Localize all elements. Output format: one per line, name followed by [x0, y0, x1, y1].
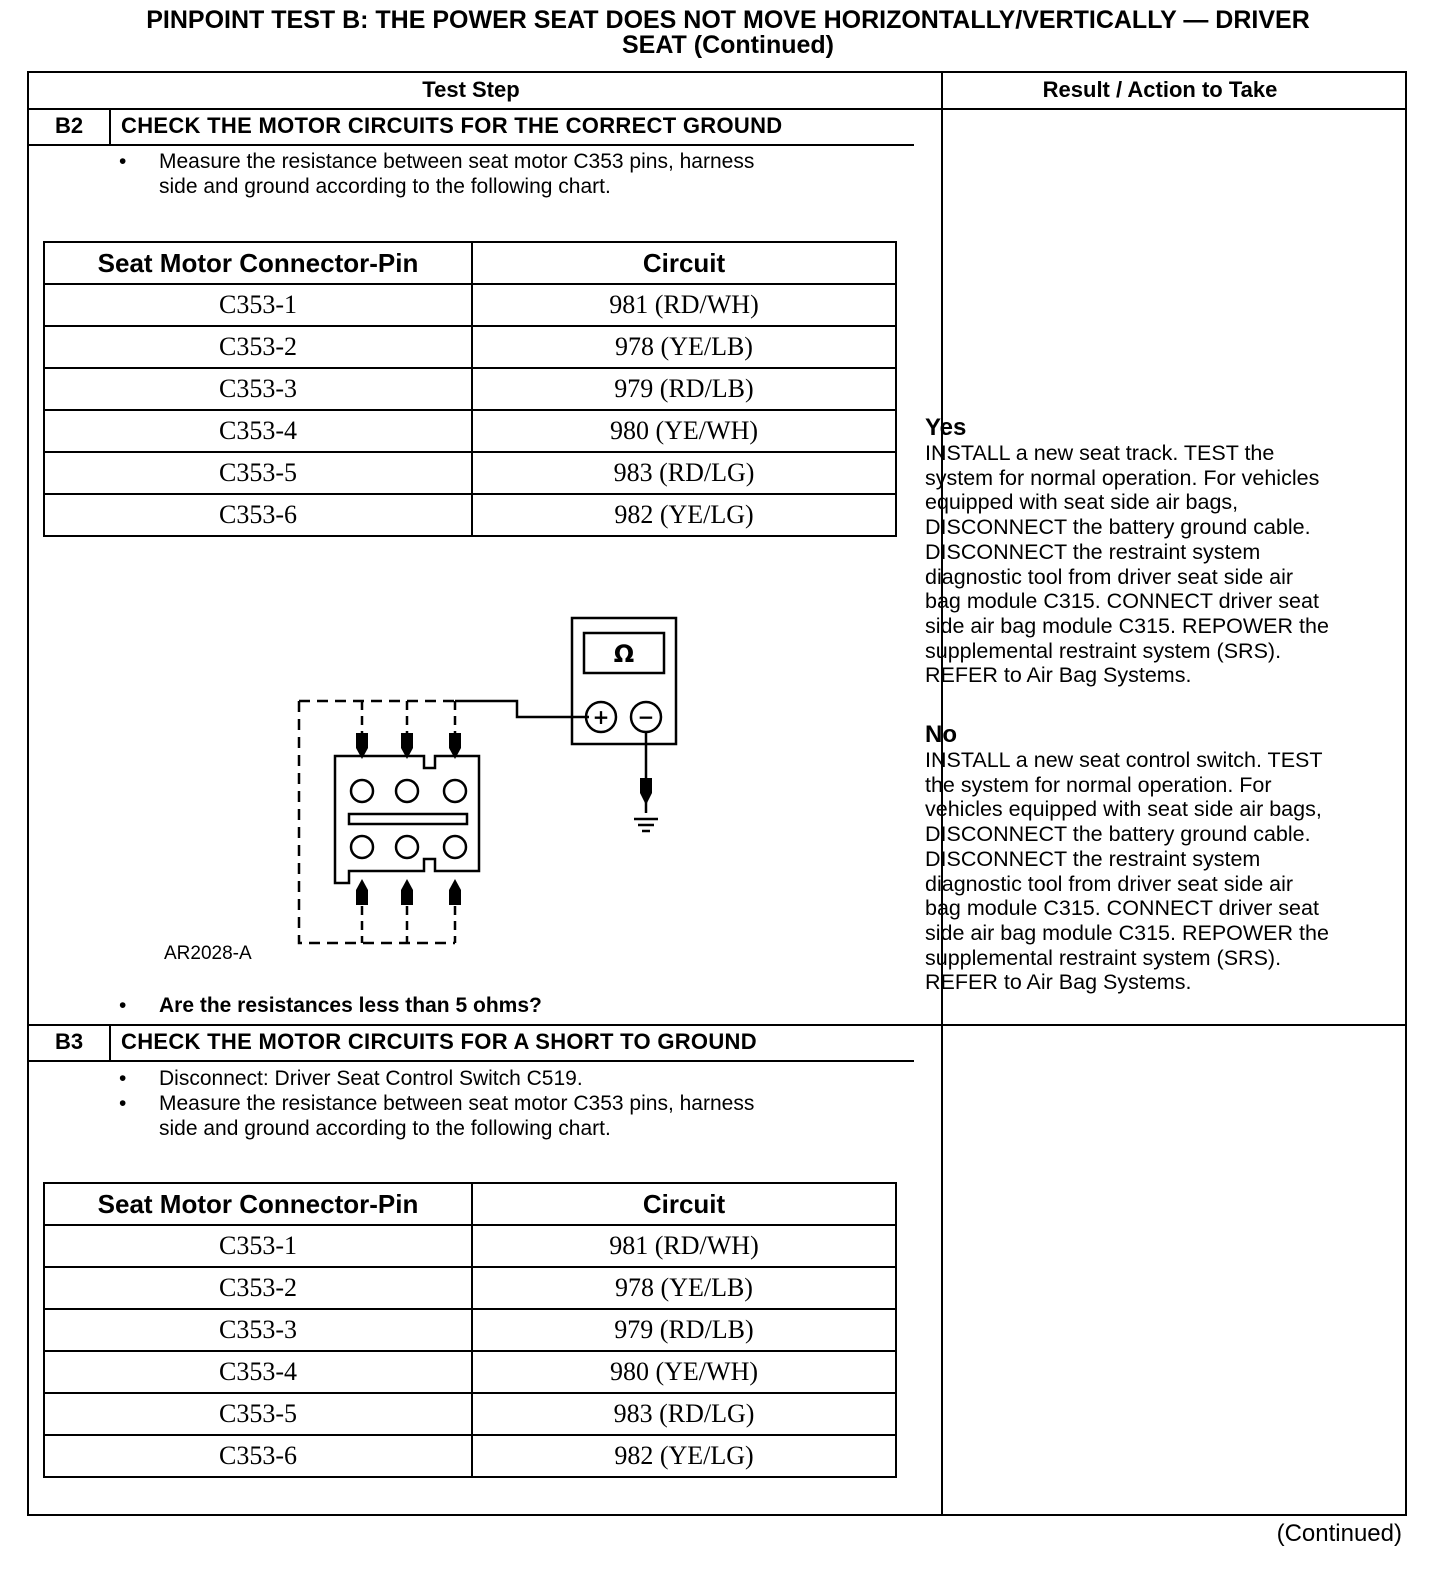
table-row: C353-3 979 (RD/LB): [44, 368, 896, 410]
table-row: C353-4 980 (YE/WH): [44, 1351, 896, 1393]
minus-icon: −: [637, 705, 655, 729]
table-row: C353-3 979 (RD/LB): [44, 1309, 896, 1351]
list-item: • Measure the resistance between seat motor C353 pins, harness side and ground according to the following chart.: [119, 1091, 899, 1141]
step-b3-title-divider: [29, 1060, 914, 1062]
table-row: C353-2 978 (YE/LB): [44, 326, 896, 368]
table-row: C353-5 983 (RD/LG): [44, 1393, 896, 1435]
step-b2-question: • Are the resistances less than 5 ohms?: [119, 994, 542, 1017]
pinpoint-test-table: [27, 71, 1407, 1516]
harness-dashed-outline: [299, 701, 455, 943]
figure-label: AR2028-A: [164, 943, 252, 964]
list-item: • Measure the resistance between seat motor C353 pins, harness side and ground according to the following chart.: [119, 149, 899, 199]
step-b3-divider: [29, 1024, 1405, 1026]
header-result-action: Result / Action to Take: [1042, 77, 1278, 102]
title-line-1: PINPOINT TEST B: THE POWER SEAT DOES NOT MOVE HORIZONTALLY/VERTICALLY — DRIVER: [146, 6, 1310, 34]
column-header-circuit: Circuit: [472, 242, 896, 284]
step-b3-id-divider: [109, 1024, 111, 1060]
header-divider: [29, 108, 1405, 110]
step-id-b3: B3: [54, 1029, 84, 1054]
ohm-icon: Ω: [613, 640, 635, 668]
table-row: C353-4 980 (YE/WH): [44, 410, 896, 452]
page-title: [0, 8, 1456, 58]
table-row: C353-1 981 (RD/WH): [44, 1225, 896, 1267]
positive-test-lead: [455, 701, 589, 717]
table-row: C353-1 981 (RD/WH): [44, 284, 896, 326]
step-b2-instructions: [119, 149, 899, 199]
step-b2-title-divider: [29, 144, 914, 146]
connector-body: [335, 756, 479, 883]
table-header-row: [44, 242, 896, 284]
probe-arrows: [356, 733, 652, 905]
step-b3-instructions: [119, 1066, 899, 1141]
table-row: C353-6 982 (YE/LG): [44, 494, 896, 536]
b3-connector-chart: [43, 1182, 897, 1478]
list-item: • Disconnect: Driver Seat Control Switch C519.: [119, 1066, 899, 1091]
header-test-step: Test Step: [422, 77, 520, 102]
b2-result-yes: Yes INSTALL a new seat track. TEST the system for normal operation. For vehicles equipped with seat side air bags, DISCONNECT the battery ground cable. DISCONNECT the restraint system diagnostic tool from driver seat side air bag module C315. CONNECT driver seat side air bag module C315. REPOWER the supplemental restraint system (SRS). REFER to Air Bag Systems.: [925, 415, 1405, 688]
result-no-label: No: [925, 721, 957, 748]
ground-symbol: [634, 819, 658, 831]
table-row: C353-5 983 (RD/LG): [44, 452, 896, 494]
b2-connector-chart: [43, 241, 897, 537]
table-header-row: [44, 1183, 896, 1225]
step-title-b3: CHECK THE MOTOR CIRCUITS FOR A SHORT TO GROUND: [121, 1029, 757, 1054]
step-b2-id-divider: [109, 108, 111, 144]
ohmmeter-connector-diagram: [289, 613, 719, 953]
step-title-b2: CHECK THE MOTOR CIRCUITS FOR THE CORRECT GROUND: [121, 113, 783, 138]
result-yes-label: Yes: [925, 414, 967, 441]
b2-result-no: No INSTALL a new seat control switch. TEST the system for normal operation. For vehicles equipped with seat side air bags, DISCONNECT the battery ground cable. DISCONNECT the restraint system diagnostic tool from driver seat side air bag module C315. CONNECT driver seat side air bag module C315. REPOWER the supplemental restraint system (SRS). REFER to Air Bag Systems.: [925, 722, 1405, 995]
step-id-b2: B2: [54, 113, 84, 138]
table-row: C353-2 978 (YE/LB): [44, 1267, 896, 1309]
table-row: C353-6 982 (YE/LG): [44, 1435, 896, 1477]
title-line-2: SEAT (Continued): [622, 31, 834, 59]
plus-icon: +: [592, 705, 610, 729]
column-header-circuit: Circuit: [472, 1183, 896, 1225]
column-header-pin: Seat Motor Connector-Pin: [44, 1183, 472, 1225]
column-header-pin: Seat Motor Connector-Pin: [44, 242, 472, 284]
continued-note: (Continued): [1276, 1520, 1402, 1547]
